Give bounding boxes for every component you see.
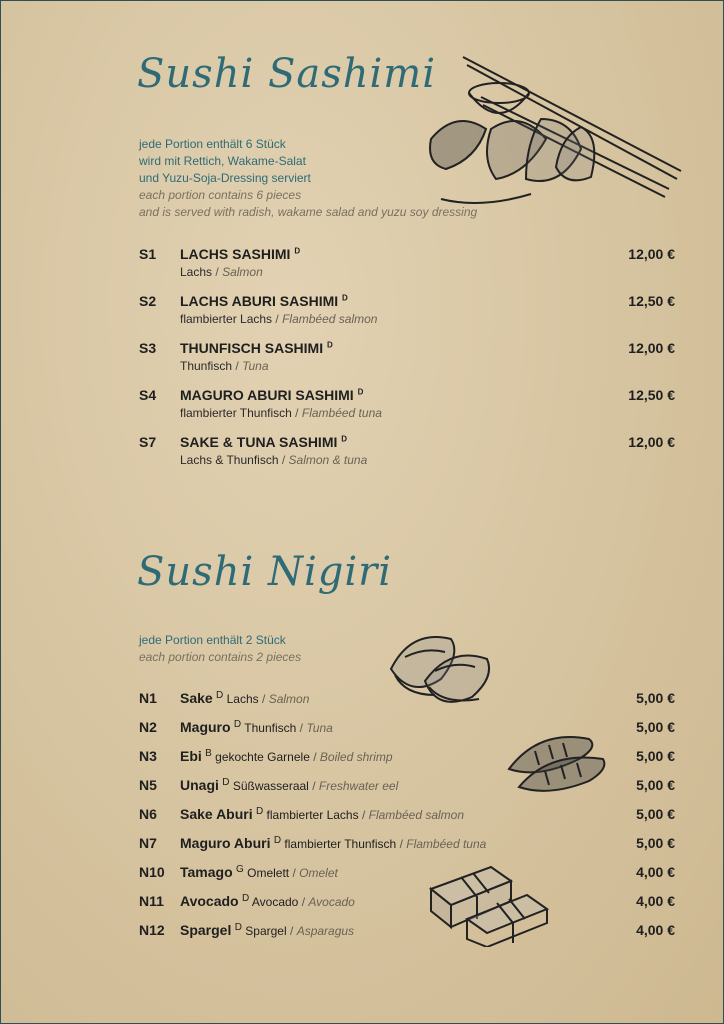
item-name: LACHS ABURI SASHIMI $^D$ bbox=[180, 293, 348, 309]
item-code: S2 bbox=[139, 293, 157, 309]
nigiri-intro-en: each portion contains 2 pieces bbox=[139, 650, 302, 664]
item-code: N1 bbox=[139, 690, 157, 706]
nigiri-item bbox=[139, 689, 675, 718]
item-price: 5,00 € bbox=[636, 719, 675, 735]
item-code: N5 bbox=[139, 777, 157, 793]
item-name: Unagi bbox=[180, 777, 219, 793]
item-code: S1 bbox=[139, 246, 157, 262]
item-code: S7 bbox=[139, 434, 157, 450]
item-name: MAGURO ABURI SASHIMI $^D$ bbox=[180, 387, 364, 403]
item-name: Maguro Aburi bbox=[180, 835, 271, 851]
item-name: Maguro bbox=[180, 719, 231, 735]
item-text: Unagi $^D$ Süßwasseraal / Freshwater eel bbox=[180, 777, 399, 793]
item-description: flambierter Lachs / Flambéed salmon bbox=[180, 312, 378, 326]
item-name: Tamago bbox=[180, 864, 233, 880]
item-price: 4,00 € bbox=[636, 864, 675, 880]
item-code: N7 bbox=[139, 835, 157, 851]
sashimi-item bbox=[139, 432, 675, 479]
nigiri-item bbox=[139, 892, 675, 921]
allergen-mark: G bbox=[235, 864, 244, 875]
item-text: Sake Aburi $^D$ flambierter Lachs / Flambéed salmon bbox=[180, 806, 465, 822]
item-description: flambierter Thunfisch / Flambéed tuna bbox=[180, 406, 382, 420]
item-name: THUNFISCH SASHIMI $^D$ bbox=[180, 340, 333, 356]
allergen-mark: D bbox=[241, 893, 250, 904]
sashimi-item bbox=[139, 244, 675, 291]
allergen-mark: D bbox=[233, 719, 242, 730]
item-text: Sake $^D$ Lachs / Salmon bbox=[180, 690, 310, 706]
allergen-mark: D bbox=[222, 777, 230, 788]
sashimi-list bbox=[139, 244, 675, 479]
item-code: S3 bbox=[139, 340, 157, 356]
item-code: N11 bbox=[139, 893, 164, 909]
nigiri-item bbox=[139, 805, 675, 834]
sashimi-intro-de-1: jede Portion enthält 6 Stück bbox=[139, 137, 286, 151]
nigiri-item bbox=[139, 776, 675, 805]
sashimi-intro-de-3: und Yuzu-Soja-Dressing serviert bbox=[139, 171, 311, 185]
sashimi-item bbox=[139, 338, 675, 385]
item-price: 12,00 € bbox=[628, 340, 675, 356]
item-text: Maguro Aburi $^D$ flambierter Thunfisch / Flambéed tuna bbox=[180, 835, 487, 851]
allergen-mark: D bbox=[234, 922, 242, 933]
item-price: 12,00 € bbox=[628, 434, 675, 450]
item-description: Thunfisch / Tuna bbox=[180, 359, 269, 373]
allergen-mark: D bbox=[216, 690, 224, 701]
allergen-mark: D bbox=[327, 340, 333, 350]
item-text: Spargel $^D$ Spargel / Asparagus bbox=[180, 922, 355, 938]
item-name: Avocado bbox=[180, 893, 239, 909]
item-description: Lachs / Salmon bbox=[180, 265, 263, 279]
nigiri-list bbox=[139, 689, 675, 950]
sashimi-intro-en-1: each portion contains 6 pieces bbox=[139, 188, 302, 202]
sashimi-illustration-icon bbox=[421, 49, 686, 219]
sashimi-intro-de-2: wird mit Rettich, Wakame-Salat bbox=[139, 154, 306, 168]
item-code: N6 bbox=[139, 806, 157, 822]
item-text: Tamago $^G$ Omelett / Omelet bbox=[180, 864, 338, 880]
allergen-mark: D bbox=[294, 246, 301, 256]
allergen-mark: D bbox=[341, 434, 348, 444]
sashimi-item bbox=[139, 291, 675, 338]
item-price: 5,00 € bbox=[636, 748, 675, 764]
item-price: 12,50 € bbox=[628, 387, 675, 403]
allergen-mark: B bbox=[205, 748, 212, 759]
item-price: 4,00 € bbox=[636, 922, 675, 938]
allergen-mark: D bbox=[342, 293, 348, 303]
nigiri-item bbox=[139, 718, 675, 747]
item-price: 12,50 € bbox=[628, 293, 675, 309]
item-code: N2 bbox=[139, 719, 157, 735]
nigiri-item bbox=[139, 921, 675, 950]
item-price: 5,00 € bbox=[636, 835, 675, 851]
allergen-mark: D bbox=[273, 835, 282, 846]
item-name: Spargel bbox=[180, 922, 232, 938]
item-text: Maguro $^D$ Thunfisch / Tuna bbox=[180, 719, 333, 735]
item-name: SAKE & TUNA SASHIMI $^D$ bbox=[180, 434, 348, 450]
item-text: Ebi $^B$ gekochte Garnele / Boiled shrimp bbox=[180, 748, 393, 764]
item-code: N12 bbox=[139, 922, 165, 938]
allergen-mark: D bbox=[357, 387, 364, 397]
nigiri-intro-de: jede Portion enthält 2 Stück bbox=[139, 633, 286, 647]
sashimi-title: Sushi Sashimi bbox=[137, 51, 437, 97]
item-name: Sake bbox=[180, 690, 213, 706]
sashimi-item bbox=[139, 385, 675, 432]
nigiri-intro bbox=[139, 632, 301, 666]
item-name: LACHS SASHIMI $^D$ bbox=[180, 246, 301, 262]
item-code: N3 bbox=[139, 748, 157, 764]
nigiri-item bbox=[139, 863, 675, 892]
item-price: 4,00 € bbox=[636, 893, 675, 909]
allergen-mark: D bbox=[255, 806, 264, 817]
item-description: Lachs & Thunfisch / Salmon & tuna bbox=[180, 453, 368, 467]
item-name: Ebi bbox=[180, 748, 202, 764]
item-code: S4 bbox=[139, 387, 157, 403]
item-price: 12,00 € bbox=[628, 246, 675, 262]
nigiri-title: Sushi Nigiri bbox=[137, 549, 393, 595]
nigiri-item bbox=[139, 747, 675, 776]
nigiri-item bbox=[139, 834, 675, 863]
item-price: 5,00 € bbox=[636, 777, 675, 793]
item-name: Sake Aburi bbox=[180, 806, 253, 822]
item-code: N10 bbox=[139, 864, 165, 880]
sashimi-intro-en-2: and is served with radish, wakame salad and yuzu soy dressing bbox=[139, 205, 478, 219]
item-price: 5,00 € bbox=[636, 806, 675, 822]
item-price: 5,00 € bbox=[636, 690, 675, 706]
item-text: Avocado $^D$ Avocado / Avocado bbox=[180, 893, 355, 909]
